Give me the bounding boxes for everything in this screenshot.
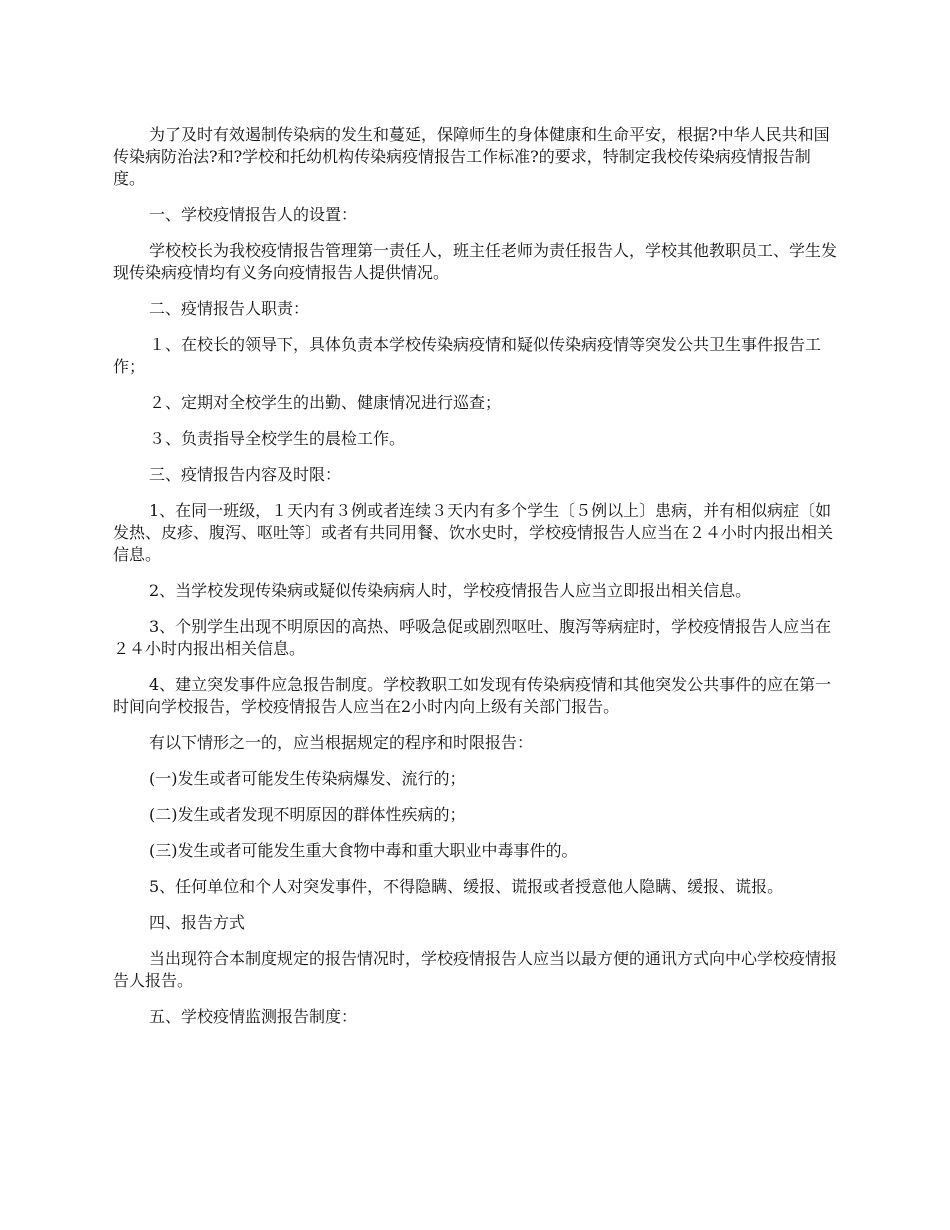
section-heading-4: 四、报告方式 [149, 913, 246, 932]
list-item: ３、负责指导全校学生的晨检工作。 [149, 429, 406, 448]
list-item: 5、任何单位和个人对突发事件，不得隐瞒、缓报、谎报或者授意他人隐瞒、缓报、谎报。 [149, 877, 784, 896]
section-heading-2: 二、疫情报告人职责： [149, 299, 310, 318]
list-item: 2、当学校发现传染病或疑似传染病病人时，学校疫情报告人应当立即报出相关信息。 [149, 581, 752, 600]
intro-paragraph: 为了及时有效遏制传染病的发生和蔓延，保障师生的身体健康和生命平安，根据?中华人民共和国传染病防治法?和?学校和托幼机构传染病疫情报告工作标准?的要求，特制定我校传染病疫情报告制度。 [113, 125, 830, 188]
list-item: １、在校长的领导下，具体负责本学校传染病疫情和疑似传染病疫情等突发公共卫生事件报告工作； [113, 335, 822, 376]
section-heading-1: 一、学校疫情报告人的设置： [149, 205, 358, 224]
list-item: 1、在同一班级，１天内有３例或者连续３天内有多个学生〔５例以上〕患病，并有相似病症〔如发热、皮疹、腹泻、呕吐等〕或者有共同用餐、饮水史时，学校疫情报告人应当在２４小时内报出相关信息。 [113, 501, 834, 564]
list-item: 3、个别学生出现不明原因的高热、呼吸急促或剧烈呕吐、腹泻等病症时，学校疫情报告人应当在２４小时内报出相关信息。 [113, 617, 832, 658]
paragraph: 学校校长为我校疫情报告管理第一责任人，班主任老师为责任报告人，学校其他教职员工、学生发现传染病疫情均有义务向疫情报告人提供情况。 [113, 241, 838, 282]
list-item: (三)发生或者可能发生重大食物中毒和重大职业中毒事件的。 [149, 841, 578, 860]
paragraph: 有以下情形之一的，应当根据规定的程序和时限报告： [149, 733, 534, 752]
list-item: 4、建立突发事件应急报告制度。学校教职工如发现有传染病疫情和其他突发公共事件的应在第一时间向学校报告，学校疫情报告人应当在2小时内向上级有关部门报告。 [113, 675, 832, 716]
section-heading-3: 三、疫情报告内容及时限： [149, 465, 342, 484]
paragraph: 当出现符合本制度规定的报告情况时，学校疫情报告人应当以最方便的通讯方式向中心学校疫情报告人报告。 [113, 949, 838, 990]
list-item: (二)发生或者发现不明原因的群体性疾病的； [149, 805, 466, 824]
document-page [113, 124, 838, 1042]
section-heading-5: 五、学校疫情监测报告制度： [149, 1007, 358, 1026]
list-item: (一)发生或者可能发生传染病爆发、流行的； [149, 769, 466, 788]
list-item: ２、定期对全校学生的出勤、健康情况进行巡查； [149, 393, 502, 412]
